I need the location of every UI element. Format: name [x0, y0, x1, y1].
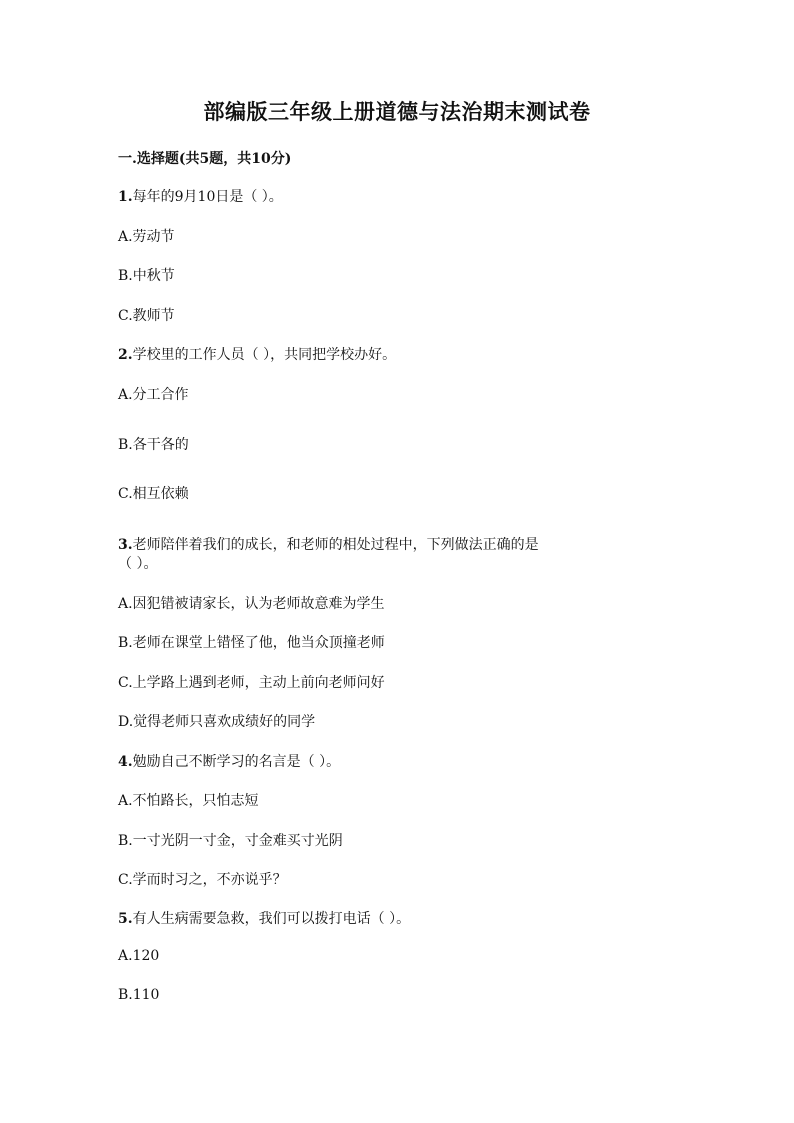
option-1c: C.教师节	[118, 308, 175, 324]
option-4c: C.学而时习之，不亦说乎？	[118, 872, 287, 888]
question-number: 2.	[118, 347, 133, 363]
question-stem: 每年的9月10日是（ ）。	[132, 189, 283, 205]
section-heading: 一.选择题(共5题，共10分)	[118, 151, 292, 167]
question-stem: 学校里的工作人员（ ），共同把学校办好。	[132, 347, 397, 363]
question-4	[118, 751, 340, 771]
question-3-continued: （ ）。	[118, 556, 158, 572]
question-number: 5.	[118, 911, 133, 927]
question-stem: 有人生病需要急救，我们可以拨打电话（ ）。	[132, 911, 411, 927]
option-2c: C.相互依赖	[118, 486, 189, 502]
question-number: 1.	[118, 189, 133, 205]
option-1b: B.中秋节	[118, 268, 175, 284]
question-1	[118, 186, 283, 206]
option-2a: A.分工合作	[118, 387, 189, 403]
option-5b: B.110	[118, 987, 160, 1003]
option-1a: A.劳动节	[118, 229, 175, 245]
question-3	[118, 534, 539, 554]
question-2	[118, 344, 396, 364]
page-title: 部编版三年级上册道德与法治期末测试卷	[203, 99, 591, 124]
question-stem: 老师陪伴着我们的成长，和老师的相处过程中，下列做法正确的是	[132, 537, 539, 553]
question-5	[118, 908, 410, 928]
option-3c: C.上学路上遇到老师，主动上前向老师问好	[118, 675, 385, 691]
option-4a: A.不怕路长，只怕志短	[118, 793, 259, 809]
question-number: 4.	[118, 754, 133, 770]
question-stem: 勉励自己不断学习的名言是（ ）。	[132, 754, 341, 770]
option-4b: B.一寸光阴一寸金，寸金难买寸光阴	[118, 833, 343, 849]
option-2b: B.各干各的	[118, 437, 189, 453]
option-3b: B.老师在课堂上错怪了他，他当众顶撞老师	[118, 635, 385, 651]
option-3d: D.觉得老师只喜欢成绩好的同学	[118, 714, 316, 730]
question-number: 3.	[118, 537, 133, 553]
option-5a: A.120	[118, 948, 160, 964]
option-3a: A.因犯错被请家长，认为老师故意难为学生	[118, 596, 385, 612]
